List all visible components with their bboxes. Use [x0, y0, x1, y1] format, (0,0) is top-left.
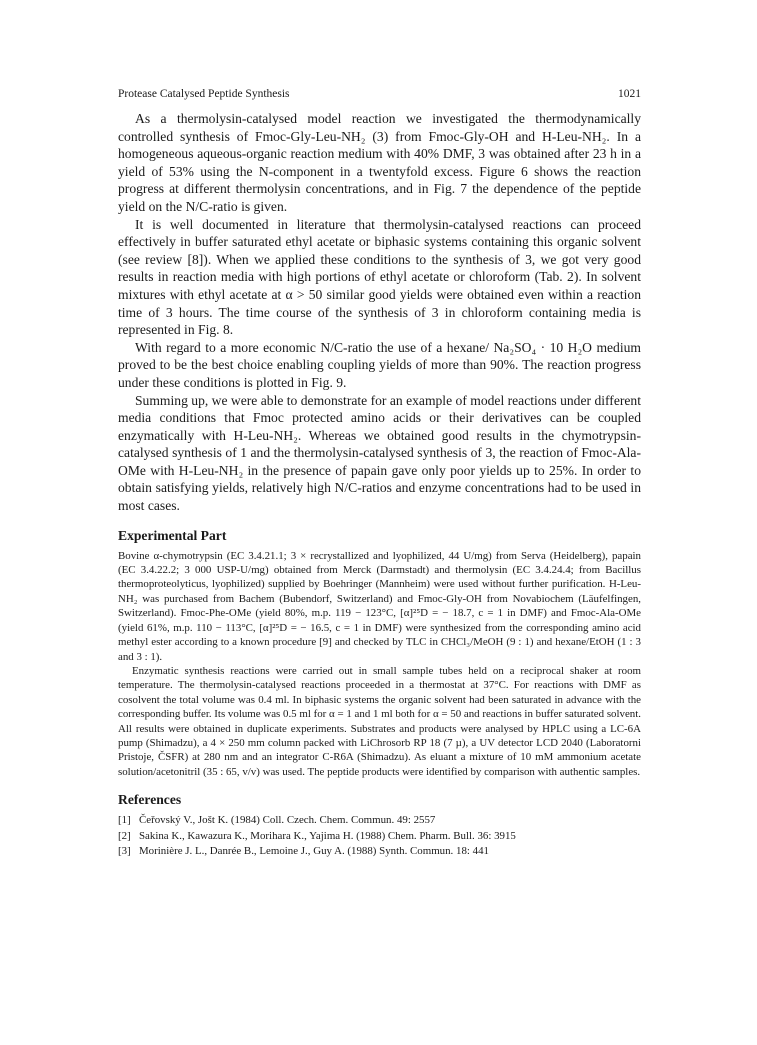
references-heading: References	[118, 792, 182, 808]
reference-item	[118, 813, 641, 829]
reference-list	[118, 813, 641, 860]
reference-text: Čeřovský V., Jošt K. (1984) Coll. Czech. Chem. Commun. 49: 2557	[139, 814, 436, 827]
experimental-paragraph: Bovine α-chymotrypsin (EC 3.4.21.1; 3 × recrystallized and lyophilized, 44 U/mg) from Serva (Heidelberg), papain (EC 3.4.22.2; 3 000 USP-U/mg) obtained from Merck (Darmstadt) and thermolysin (EC 3.4.24.4; from Bacillus thermoproteolyticus, lyophilized) supplied by Boehringer (Mannheim) were used without further purification. H-Leu-NH₂ was purchased from Bachem (Bubendorf, Switzerland) and Fmoc-Gly-OH from Novabiochem (Läufelfingen, Switzerland). Fmoc-Phe-OMe (yield 80%, m.p. 119 − 123°C, [α]²⁵D = − 18.7, c = 1 in DMF) and Fmoc-Ala-OMe (yield 61%, m.p. 110 − 113°C, [α]²⁵D = − 16.5, c = 1 in DMF) were synthesized from the corresponding amino acid methyl ester according to a known procedure [9] and checked by TLC in CHCl₃/MeOH (9 : 1) and hexane/EtOH (1 : 3 and 3 : 1).	[118, 549, 641, 663]
experimental-section	[118, 549, 641, 780]
reference-number: [2]	[118, 829, 131, 842]
reference-text: Morinière J. L., Danrée B., Lemoine J., Guy A. (1988) Synth. Commun. 18: 441	[139, 845, 489, 858]
reference-text: Sakina K., Kawazura K., Morihara K., Yajima H. (1988) Chem. Pharm. Bull. 36: 3915	[139, 829, 516, 842]
experimental-paragraph: Enzymatic synthesis reactions were carried out in small sample tubes held on a reciprocal shaker at room temperature. The thermolysin-catalysed reactions proceeded in a thermostat at 37°C. For reactions with DMF as cosolvent the total volume was 0.4 ml. In biphasic systems the organic solvent had been saturated in advance with the corresponding buffer. Its volume was 0.5 ml for α = 1 and 1 ml both for α = 50 and reactions in buffer saturated solvent. All results were obtained in duplicate experiments. Substrates and products were analysed by HPLC using a LC-6A pump (Shimadzu), a 4 × 250 mm column packed with LiChrosorb RP 18 (7 µ), a UV detector LCD 2040 (Laboratorni Pristoje, ČSFR) at 280 nm and an integrator C-R6A (Shimadzu). As eluant a mixture of 10 mM ammonium acetate solution/acetonitril (35 : 65, v/v) was used. The peptide products were identified by comparison with authentic samples.	[118, 664, 641, 778]
body-paragraph: With regard to a more economic N/C-ratio the use of a hexane/ Na₂SO₄ · 10 H₂O medium proved to be the best choice enabling coupling yields of more than 90%. The reaction progress under these conditions is plotted in Fig. 9.	[118, 339, 641, 390]
running-header	[118, 88, 641, 100]
body-paragraph: As a thermolysin-catalysed model reaction we investigated the thermodynamically controlled synthesis of Fmoc-Gly-Leu-NH₂ (3) from Fmoc-Gly-OH and H-Leu-NH₂. In a homogeneous aqueous-organic reaction medium with 40% DMF, 3 was obtained after 23 h in a yield of 53% using the N-component in a twentyfold excess. Figure 6 shows the reaction progress at different thermolysin concentrations, and in Fig. 7 the dependence of the peptide yield on the N/C-ratio is given.	[118, 111, 641, 214]
reference-item	[118, 844, 641, 860]
experimental-heading: Experimental Part	[118, 527, 227, 543]
body-paragraph: Summing up, we were able to demonstrate for an example of model reactions under different media conditions that Fmoc protected amino acids or their derivatives can be coupled enzymatically with H-Leu-NH₂. Whereas we obtained good results in the chymotrypsin-catalysed synthesis of 1 and the thermolysin-catalysed synthesis of 3, the reaction of Fmoc-Ala-OMe with H-Leu-NH₂ in the presence of papain gave only poor yields up to 25%. In order to obtain satisfying yields, relatively high N/C-ratios and enzyme concentrations had to be used in most cases.	[118, 392, 641, 514]
page-number: 1021	[618, 88, 641, 100]
reference-number: [1]	[118, 814, 131, 827]
body-paragraph: It is well documented in literature that thermolysin-catalysed reactions can proceed effectively in buffer saturated ethyl acetate or biphasic systems containing this organic solvent (see review [8]). When we applied these conditions to the synthesis of 3, we got very good results in reaction media with high portions of ethyl acetate or chloroform (Tab. 2). In solvent mixtures with ethyl acetate at α > 50 similar good yields were obtained even within a reaction time of 3 hours. The time course of the synthesis of 3 in chloroform containing media is represented in Fig. 8.	[118, 216, 641, 338]
reference-number: [3]	[118, 845, 131, 858]
document-page	[118, 88, 641, 860]
reference-item	[118, 829, 641, 845]
main-text	[118, 110, 641, 515]
running-title: Protease Catalysed Peptide Synthesis	[118, 88, 290, 100]
